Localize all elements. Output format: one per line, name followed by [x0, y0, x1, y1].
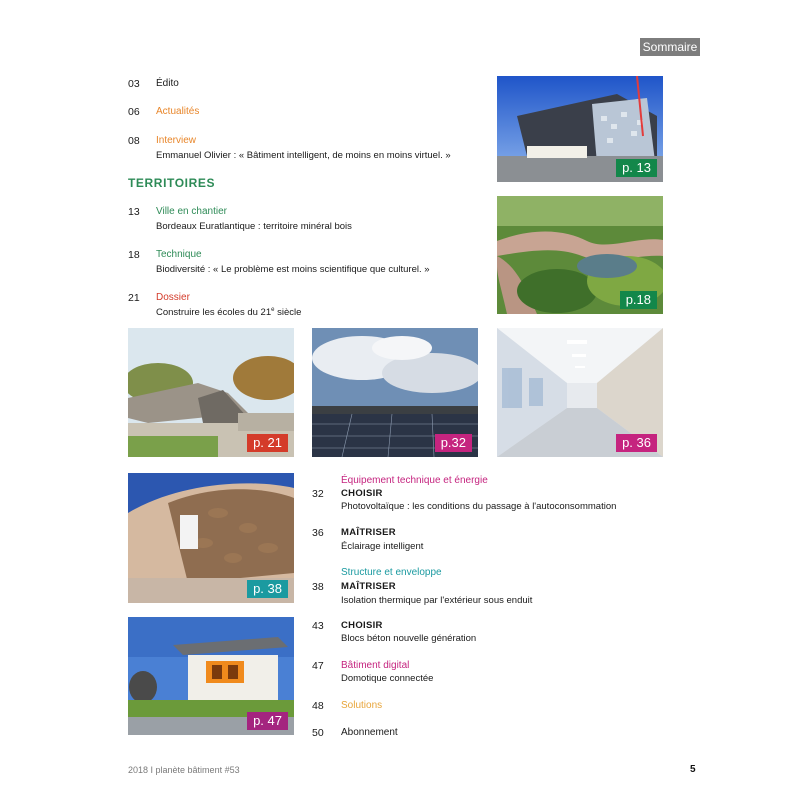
toc-num: 50	[312, 727, 324, 739]
toc-desc: Bordeaux Euratlantique : territoire minéral bois	[156, 221, 352, 232]
toc-title[interactable]: Actualités	[156, 106, 200, 117]
toc-title[interactable]: Solutions	[341, 700, 383, 711]
photo-bordeaux[interactable]	[497, 76, 663, 182]
page-badge: p. 36	[616, 434, 657, 452]
toc-num: 03	[128, 78, 140, 90]
page-badge: p.32	[435, 434, 472, 452]
toc-title[interactable]: Interview	[156, 135, 197, 146]
photo-smart-house[interactable]	[128, 617, 294, 735]
toc-title[interactable]: Dossier	[156, 292, 190, 303]
toc-desc: Isolation thermique par l'extérieur sous enduit	[341, 595, 533, 606]
toc-num: 48	[312, 700, 324, 712]
photo-school[interactable]	[128, 328, 294, 457]
page-badge: p. 21	[247, 434, 288, 452]
toc-desc: Blocs béton nouvelle génération	[341, 633, 477, 644]
toc-num: 06	[128, 106, 140, 118]
toc-desc: Emmanuel Olivier : « Bâtiment intelligent, de moins en moins virtuel. »	[156, 150, 451, 161]
toc-desc: Domotique connectée	[341, 673, 434, 684]
photo-corridor[interactable]	[497, 328, 663, 457]
toc-num: 38	[312, 581, 324, 593]
photo-garden[interactable]	[497, 196, 663, 314]
toc-kicker[interactable]: MAÎTRISER	[341, 527, 396, 538]
toc-num: 18	[128, 249, 140, 261]
toc-title[interactable]: Technique	[156, 249, 202, 260]
page-badge: p. 13	[616, 159, 657, 177]
toc-title[interactable]: Ville en chantier	[156, 206, 227, 217]
toc-num: 32	[312, 488, 324, 500]
toc-kicker[interactable]: MAÎTRISER	[341, 581, 396, 592]
section-tag: Sommaire	[640, 38, 700, 56]
toc-num: 43	[312, 620, 324, 632]
photo-facade[interactable]	[128, 473, 294, 603]
page-badge: p. 47	[247, 712, 288, 730]
toc-num: 47	[312, 660, 324, 672]
page-number: 5	[690, 764, 696, 775]
toc-title[interactable]: Abonnement	[341, 727, 398, 738]
toc-kicker[interactable]: CHOISIR	[341, 620, 383, 631]
section-heading: TERRITOIRES	[128, 176, 216, 190]
toc-num: 36	[312, 527, 324, 539]
page-badge: p. 38	[247, 580, 288, 598]
page-badge: p.18	[620, 291, 657, 309]
toc-num: 13	[128, 206, 140, 218]
category-heading: Structure et enveloppe	[341, 567, 442, 578]
footer-issue: 2018 I planète bâtiment #53	[128, 765, 240, 775]
toc-kicker[interactable]: CHOISIR	[341, 488, 383, 499]
category-heading: Équipement technique et énergie	[341, 475, 488, 486]
toc-title[interactable]: Bâtiment digital	[341, 660, 410, 671]
toc-num: 08	[128, 135, 140, 147]
toc-title[interactable]: Édito	[156, 78, 179, 89]
toc-num: 21	[128, 292, 140, 304]
toc-desc: Éclairage intelligent	[341, 541, 424, 552]
toc-desc: Biodiversité : « Le problème est moins scientifique que culturel. »	[156, 264, 430, 275]
toc-desc: Construire les écoles du 21e siècle	[156, 307, 302, 319]
toc-desc: Photovoltaïque : les conditions du passage à l'autoconsommation	[341, 501, 617, 512]
photo-solar[interactable]	[312, 328, 478, 457]
